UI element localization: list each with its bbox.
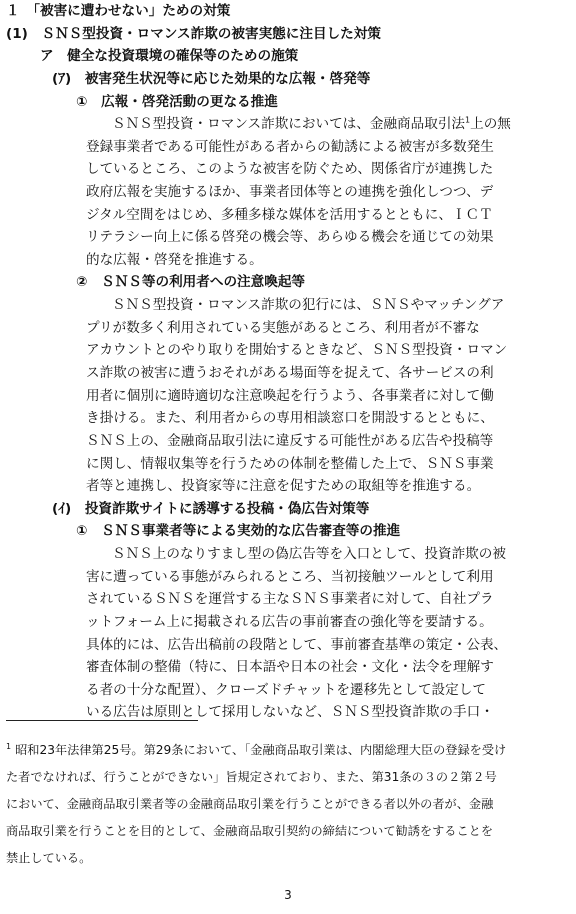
paragraph-line: る者の十分な配置）、クローズドチャットを遷移先として設定して — [86, 682, 486, 698]
heading-level-4-koukoku: (ｱ) 被害発生状況等に応じた効果的な広報・啓発等 — [52, 71, 371, 87]
paragraph-line: に関し、情報収集等を行うための体制を整備した上で、ＳＮＳ事業 — [86, 456, 494, 472]
paragraph-line: ＳＮＳ上の、金融商品取引法に違反する可能性がある広告や投稿等 — [86, 433, 494, 449]
paragraph-line: き掛ける。また、利用者からの専用相談窓口を開設するとともに、 — [86, 410, 494, 426]
paragraph-line: ジタル空間をはじめ、多種多様な媒体を活用するとともに、ＩＣＴ — [86, 207, 493, 223]
paragraph-line: ＳＮＳ型投資・ロマンス詐欺の犯行には、ＳＮＳやマッチングア — [112, 297, 505, 313]
heading-level-1: １ 「被害に遭わせない」ための対策 — [6, 3, 231, 19]
paragraph-line: 具体的には、広告出稿前の段階として、事前審査基準の策定・公表、 — [86, 637, 508, 653]
footnote-marker: 1 — [465, 115, 471, 125]
paragraph-line: リテラシー向上に係る啓発の機会等、あらゆる機会を通じての効果 — [86, 229, 494, 245]
paragraph-line: ＳＮＳ上のなりすまし型の偽広告等を入口として、投資詐欺の被 — [112, 546, 506, 562]
paragraph-line: 政府広報を実施するほか、事業者団体等との連携を強化しつつ、デ — [86, 184, 494, 200]
footnote-line: 禁止している。 — [6, 851, 92, 865]
page-number: 3 — [284, 888, 292, 902]
paragraph-text: 上の無 — [470, 116, 511, 132]
paragraph-line: 審査体制の整備（特に、日本語や日本の社会・文化・法令を理解す — [86, 659, 494, 675]
paragraph-line: いる広告は原則として採用しないなど、ＳＮＳ型投資詐欺の手口・ — [86, 704, 494, 720]
paragraph-line: アカウントとのやり取りを開始するときなど、ＳＮＳ型投資・ロマン — [86, 342, 508, 358]
heading-level-5-kouhou: ① 広報・啓発活動の更なる推進 — [76, 94, 278, 110]
paragraph-line: 用者に個別に適時適切な注意喚起を行うよう、各事業者に対して働 — [86, 388, 494, 404]
paragraph-line: ットフォーム上に掲載される広告の事前審査の強化等を要請する。 — [86, 614, 493, 630]
paragraph-line: 的な広報・啓発を推進する。 — [86, 252, 263, 268]
paragraph-line: プリが数多く利用されている実態があるところ、利用者が不審な — [86, 320, 480, 336]
footnote-line: 商品取引業を行うことを目的として、金融商品取引契約の締結について勧誘をすることを — [6, 824, 494, 838]
paragraph-line: されているＳＮＳを運営する主なＳＮＳ事業者に対して、自社プラ — [86, 591, 494, 607]
footnote-line: において、金融商品取引業者等の金融商品取引業を行うことができる者以外の者が、金融 — [6, 797, 494, 811]
footnote-line — [6, 742, 506, 758]
paragraph-line: しているところ、このような被害を防ぐため、関係省庁が連携した — [86, 161, 494, 177]
paragraph-line: 害に遭っている事態がみられるところ、当初接触ツールとして利用 — [86, 569, 494, 585]
paragraph-line: 者等と連携し、投資家等に注意を促すための取組等を推進する。 — [86, 478, 481, 494]
heading-level-3: ア 健全な投資環境の確保等のための施策 — [40, 48, 299, 64]
paragraph-line: ス詐欺の被害に遭うおそれがある場面等を捉えて、各サービスの利 — [86, 365, 494, 381]
heading-level-5-chuui: ② ＳＮＳ等の利用者への注意喚起等 — [76, 274, 306, 290]
footnote-text: 昭和23年法律第25号。第29条において、「金融商品取引業は、内閣総理大臣の登録を受け — [15, 743, 507, 757]
heading-level-5-koukoku-shinsa: ① ＳＮＳ事業者等による実効的な広告審査等の推進 — [76, 523, 401, 539]
paragraph-text: ＳＮＳ型投資・ロマンス詐欺においては、金融商品取引法 — [112, 116, 466, 132]
footnote-divider — [6, 720, 198, 721]
heading-level-2: (1) ＳＮＳ型投資・ロマンス詐欺の被害実態に注目した対策 — [6, 26, 381, 42]
footnote-line: た者でなければ、行うことができない」旨規定されており、また、第31条の３の２第２号 — [6, 770, 497, 784]
footnote-marker: 1 — [6, 741, 12, 751]
paragraph-line: 登録事業者である可能性がある者からの勧誘による被害が多数発生 — [86, 139, 494, 155]
paragraph-line — [112, 115, 511, 133]
heading-level-4-sagi-site: (ｲ) 投資詐欺サイトに誘導する投稿・偽広告対策等 — [52, 501, 370, 517]
